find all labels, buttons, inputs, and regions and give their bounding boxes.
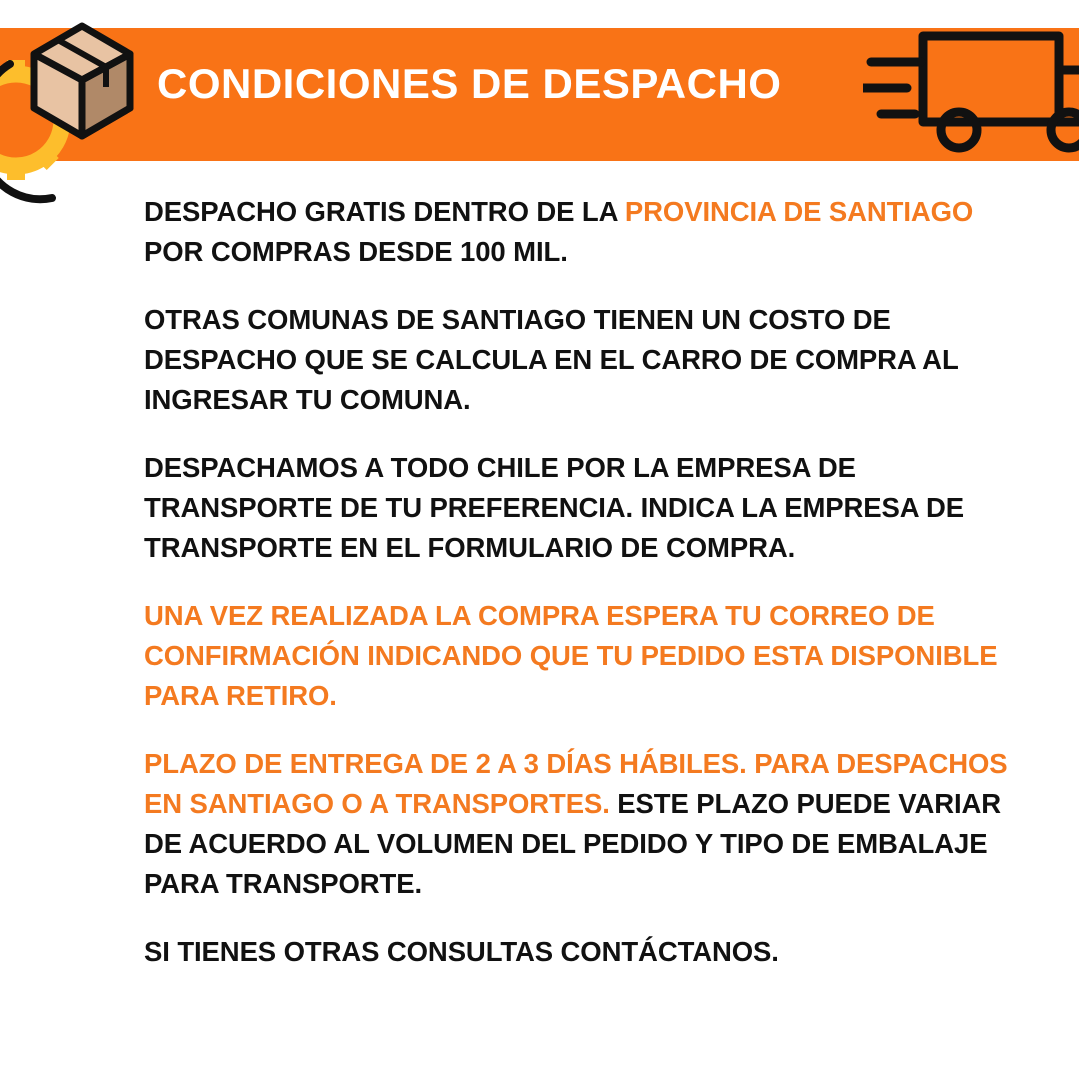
gear-and-box-icon [0,12,158,272]
paragraph-6: SI TIENES OTRAS CONSULTAS CONTÁCTANOS. [144,936,779,967]
paragraph-5 [144,744,1014,904]
paragraph-5-rest: ESTE PLAZO PUEDE VARIAR DE ACUERDO AL VOLUMEN DEL PEDIDO Y TIPO DE EMBALAJE PARA TRANSPORTE. [144,788,1002,899]
paragraph-5-highlight: PLAZO DE ENTREGA DE 2 A 3 DÍAS HÁBILES. PARA DESPACHOS EN SANTIAGO O A TRANSPORTES. [144,748,1008,819]
paragraph-1 [144,192,1014,272]
paragraph-4: UNA VEZ REALIZADA LA COMPRA ESPERA TU CORREO DE CONFIRMACIÓN INDICANDO QUE TU PEDIDO ESTA DISPONIBLE PARA RETIRO. [144,600,998,711]
page-title: CONDICIONES DE DESPACHO [157,60,782,107]
paragraph-2: OTRAS COMUNAS DE SANTIAGO TIENEN UN COSTO DE DESPACHO QUE SE CALCULA EN EL CARRO DE COMPRA AL INGRESAR TU COMUNA. [144,304,959,415]
paragraph-1-part-1: DESPACHO GRATIS DENTRO DE LA [144,196,625,227]
paragraph-3: DESPACHAMOS A TODO CHILE POR LA EMPRESA DE TRANSPORTE DE TU PREFERENCIA. INDICA LA EMPRESA DE TRANSPORTE EN EL FORMULARIO DE COMPRA. [144,452,965,563]
body-content [144,192,1014,972]
paragraph-1-part-2: POR COMPRAS DESDE 100 MIL. [144,236,568,267]
paragraph-1-highlight: PROVINCIA DE SANTIAGO [624,196,974,227]
delivery-truck-icon [863,18,1079,168]
